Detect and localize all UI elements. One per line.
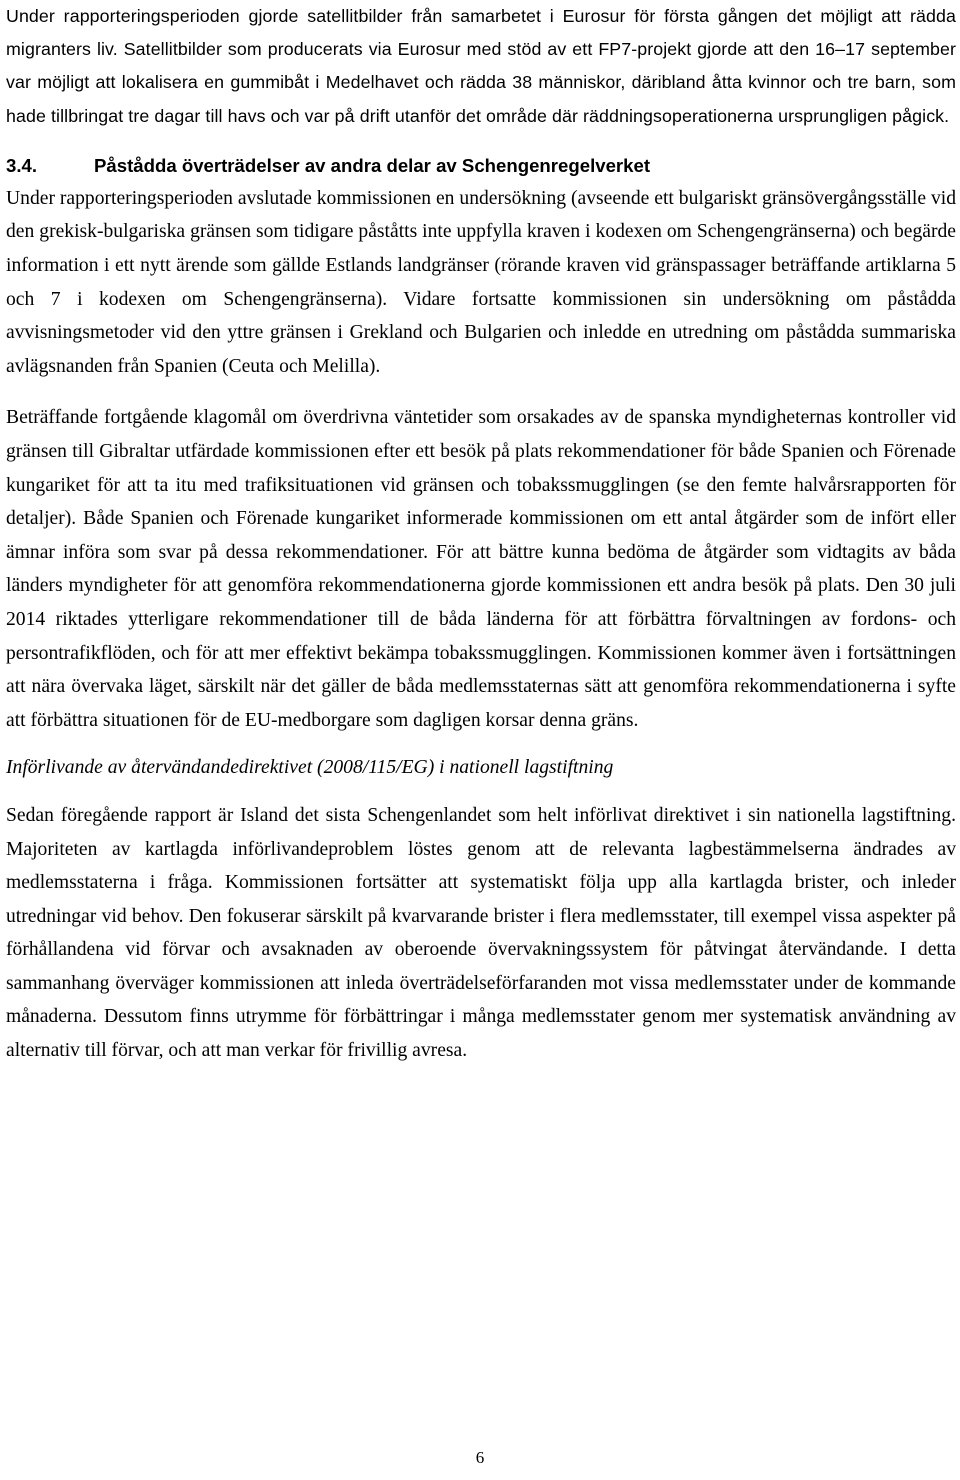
intro-paragraph: Under rapporteringsperioden gjorde satellitbilder från samarbetet i Eurosur för första gången det möjligt att rädda migranters liv. Satellitbilder som producerats via Eurosur med stöd av ett FP7-projekt gjorde att den 16–17 september var möjligt att lokalisera en gummibåt i Medelhavet och rädda 38 människor, däribland åtta kvinnor och tre barn, som hade tillbringat tre dagar till havs och var på drift utanför det område där räddningsoperationerna ursprungligen pågick.: [6, 6, 956, 126]
section-number: 3.4.: [6, 154, 38, 176]
section-heading: [6, 149, 956, 182]
return-directive-heading: Införlivande av återvändandedirektivet (2008/115/EG) i nationell lagstiftning: [6, 757, 614, 779]
return-directive-paragraph: Sedan föregående rapport är Island det sista Schengenlandet som helt införlivat direktivet i sin nationella lagstiftning. Majoriteten av kartlagda införlivandeproblem löstes genom att de relevanta lagbestämmelserna ändrades av medlemsstaterna i fråga. Kommissionen fortsätter att systematiskt följa upp alla kartlagda brister, och inleder utredningar vid behov. Den fokuserar särskilt på kvarvarande brister i flera medlemsstater, till exempel vissa aspekter på förhållandena vid förvar och avsaknaden av oberoende övervakningssystem för påtvingat återvändande. I detta sammanhang överväger kommissionen att inleda överträdelseförfaranden mot vissa medlemsstater under de kommande månaderna. Dessutom finns utrymme för förbättringar i många medlemsstater genom mer systematisk användning av alternativ till förvar, och att man verkar för frivillig avresa.: [6, 804, 956, 1062]
document-page: [6, 0, 956, 1068]
section-paragraph-2: Beträffande fortgående klagomål om överdrivna väntetider som orsakades av de spanska myndigheternas kontroller vid gränsen till Gibraltar utfärdade kommissionen efter ett besök på plats rekommendationer för både Spanien och Förenade kungariket för att ta itu med trafiksituationen vid gränsen och tobakssmugglingen (se den femte halvårsrapporten för detaljer). Både Spanien och Förenade kungariket informerade kommissionen om ett antal åtgärder som de infört eller ämnar införa som svar på dessa rekommendationer. För att bättre kunna bedöma de åtgärder som vidtagits av båda länders myndigheter för att genomföra rekommendationerna gjorde kommissionen ett andra besök på plats. Den 30 juli 2014 riktades ytterligare rekommendationer till de båda länderna för att förbättra förvaltningen av fordons- och persontrafikflöden, och för att mer effektivt bekämpa tobakssmugglingen. Kommissionen kommer även i fortsättningen att nära övervaka läget, särskilt när det gäller de båda medlemsstaternas sätt att genomföra rekommendationerna i syfte att förbättra situationen för de EU-medborgare som dagligen korsar denna gräns.: [6, 407, 956, 731]
section-title: Påstådda överträdelser av andra delar av Schengenregelverket: [94, 154, 651, 176]
section-paragraph-1: Under rapporteringsperioden avslutade kommissionen en undersökning (avseende ett bulgariskt gränsövergångsställe vid den grekisk-bulgariska gränsen som tidigare påståtts inte uppfylla kraven i kodexen om Schengengränserna) och begärde information i ett nytt ärende som gällde Estlands landgränser (rörande kraven vid gränspassager beträffande artiklarna 5 och 7 i kodexen om Schengengränserna). Vidare fortsatte kommissionen sin undersökning om påstådda avvisningsmetoder vid den yttre gränsen i Grekland och Bulgarien och inledde en utredning om påstådda summariska avlägsnanden från Spanien (Ceuta och Melilla).: [6, 187, 956, 377]
page-number: 6: [475, 1448, 485, 1467]
